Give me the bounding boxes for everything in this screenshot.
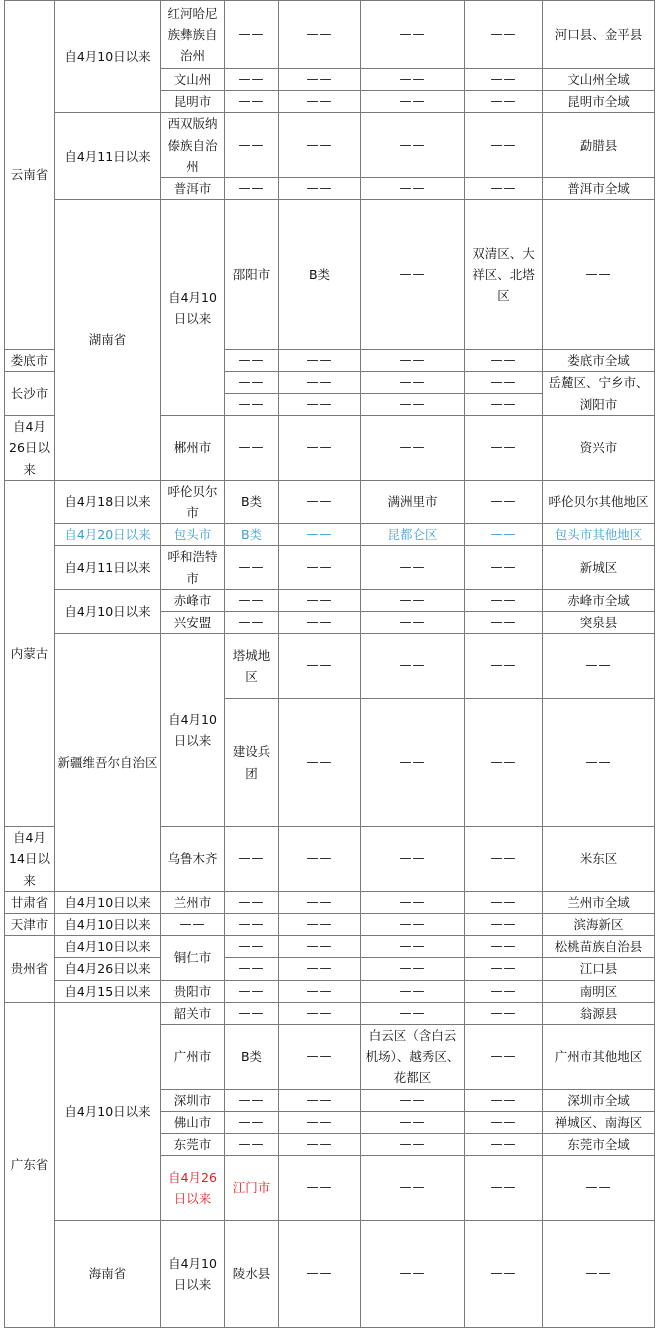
table-row xyxy=(5,480,655,523)
scope-cell: 娄底市全域 xyxy=(543,349,655,371)
area-cell: —— xyxy=(361,589,465,611)
risk-class-cell: —— xyxy=(225,69,279,91)
level-cell: —— xyxy=(361,634,465,699)
date-cell: 自4月26日以来 xyxy=(161,1156,225,1221)
city-cell: 娄底市 xyxy=(5,349,55,371)
level-cell: —— xyxy=(279,913,361,935)
risk-class-cell: B类 xyxy=(225,524,279,546)
risk-class-cell: —— xyxy=(225,349,279,371)
risk-class-cell: —— xyxy=(225,612,279,634)
date-cell: 自4月26日以来 xyxy=(55,958,161,980)
province-cell: 天津市 xyxy=(5,913,55,935)
city-cell: 铜仁市 xyxy=(161,936,225,980)
scope-cell: 昆明市全域 xyxy=(543,91,655,113)
risk-class-cell: —— xyxy=(225,958,279,980)
level-cell: —— xyxy=(361,1156,465,1221)
area-cell: —— xyxy=(361,371,465,393)
level-cell: —— xyxy=(279,1111,361,1133)
city-cell: 包头市 xyxy=(161,524,225,546)
date-cell: 自4月11日以来 xyxy=(55,546,161,589)
detail-cell: —— xyxy=(465,113,543,178)
risk-class-cell: —— xyxy=(225,546,279,589)
date-cell: 自4月26日以来 xyxy=(5,416,55,481)
date-cell: 自4月10日以来 xyxy=(161,634,225,827)
area-cell: 昆都仑区 xyxy=(361,524,465,546)
area-cell: —— xyxy=(361,546,465,589)
table-row xyxy=(5,589,655,611)
level-cell: —— xyxy=(361,200,465,349)
scope-cell: 资兴市 xyxy=(543,416,655,481)
city-cell: 昆明市 xyxy=(161,91,225,113)
level-cell: —— xyxy=(279,612,361,634)
risk-class-cell: —— xyxy=(225,913,279,935)
risk-class-cell: —— xyxy=(225,589,279,611)
city-cell: 塔城地区 xyxy=(225,634,279,699)
area-cell: —— xyxy=(465,698,543,826)
region-table xyxy=(4,0,655,1328)
detail-cell: —— xyxy=(465,178,543,200)
level-cell: —— xyxy=(279,113,361,178)
table-row xyxy=(5,200,655,300)
table-row xyxy=(5,913,655,935)
area-cell: —— xyxy=(361,913,465,935)
area-cell: 双清区、大祥区、北塔区 xyxy=(465,200,543,349)
date-cell: 自4月10日以来 xyxy=(161,200,225,416)
detail-cell: —— xyxy=(465,546,543,589)
city-cell: 邵阳市 xyxy=(225,200,279,349)
city-cell: 韶关市 xyxy=(161,1002,225,1024)
level-cell: —— xyxy=(279,1,361,69)
city-cell: 乌鲁木齐 xyxy=(161,827,225,892)
detail-cell: —— xyxy=(543,1220,655,1327)
level-cell: —— xyxy=(279,524,361,546)
area-cell: —— xyxy=(361,178,465,200)
risk-class-cell: —— xyxy=(279,1220,361,1327)
detail-cell: —— xyxy=(543,200,655,349)
risk-class-cell: —— xyxy=(225,827,279,892)
scope-cell: 江口县 xyxy=(543,958,655,980)
province-cell: 云南省 xyxy=(5,1,55,350)
scope-cell: 新城区 xyxy=(543,546,655,589)
scope-cell: 赤峰市全域 xyxy=(543,589,655,611)
date-cell: 自4月10日以来 xyxy=(55,936,161,958)
province-cell: 甘肃省 xyxy=(5,891,55,913)
city-cell: 兰州市 xyxy=(161,891,225,913)
table-row xyxy=(5,980,655,1002)
area-cell: 满洲里市 xyxy=(361,480,465,523)
table-row xyxy=(5,936,655,958)
detail-cell: —— xyxy=(465,349,543,371)
detail-cell: —— xyxy=(465,416,543,481)
risk-class-cell: —— xyxy=(225,394,279,416)
city-cell: 东莞市 xyxy=(161,1133,225,1155)
level-cell: —— xyxy=(279,980,361,1002)
level-cell: —— xyxy=(279,371,361,393)
table-row xyxy=(5,891,655,913)
detail-cell: —— xyxy=(465,1,543,69)
detail-cell: —— xyxy=(543,698,655,826)
scope-cell: 深圳市全域 xyxy=(543,1089,655,1111)
level-cell: —— xyxy=(279,1133,361,1155)
area-cell: —— xyxy=(361,936,465,958)
area-cell: —— xyxy=(361,113,465,178)
scope-cell: 滨海新区 xyxy=(543,913,655,935)
level-cell: —— xyxy=(279,349,361,371)
area-cell: —— xyxy=(361,980,465,1002)
level-cell: —— xyxy=(279,91,361,113)
province-cell: 广东省 xyxy=(5,1002,55,1327)
risk-class-cell: —— xyxy=(225,1,279,69)
level-cell: —— xyxy=(279,891,361,913)
scope-cell: 广州市其他地区 xyxy=(543,1024,655,1089)
area-cell: —— xyxy=(361,394,465,416)
level-cell: —— xyxy=(279,936,361,958)
date-cell: 自4月10日以来 xyxy=(55,589,161,633)
scope-cell: 勐腊县 xyxy=(543,113,655,178)
scope-cell: 突泉县 xyxy=(543,612,655,634)
area-cell: —— xyxy=(361,1002,465,1024)
date-cell: 自4月10日以来 xyxy=(161,1220,225,1327)
scope-cell: 翁源县 xyxy=(543,1002,655,1024)
risk-class-cell: —— xyxy=(225,178,279,200)
risk-class-cell: —— xyxy=(225,416,279,481)
level-cell: —— xyxy=(279,480,361,523)
city-cell: 深圳市 xyxy=(161,1089,225,1111)
city-cell: 红河哈尼族彝族自治州 xyxy=(161,1,225,69)
area-cell: —— xyxy=(361,416,465,481)
risk-class-cell: —— xyxy=(225,1111,279,1133)
risk-class-cell: —— xyxy=(225,1089,279,1111)
scope-cell: 东莞市全域 xyxy=(543,1133,655,1155)
city-cell: —— xyxy=(161,913,225,935)
level-cell: —— xyxy=(279,394,361,416)
detail-cell: —— xyxy=(465,1089,543,1111)
level-cell: —— xyxy=(361,1220,465,1327)
level-cell: —— xyxy=(279,1089,361,1111)
scope-cell: 南明区 xyxy=(543,980,655,1002)
scope-cell xyxy=(543,371,655,415)
detail-cell: —— xyxy=(465,612,543,634)
table-row xyxy=(5,524,655,546)
risk-class-cell: —— xyxy=(225,1002,279,1024)
detail-cell: —— xyxy=(465,91,543,113)
detail-cell: —— xyxy=(465,1024,543,1089)
risk-class-cell: —— xyxy=(225,1133,279,1155)
city-cell: 广州市 xyxy=(161,1024,225,1089)
risk-class-cell: —— xyxy=(279,1156,361,1221)
table-row xyxy=(5,1,655,69)
detail-cell: —— xyxy=(465,480,543,523)
city-cell: 佛山市 xyxy=(161,1111,225,1133)
detail-cell: —— xyxy=(465,1002,543,1024)
scope-cell: 文山州全域 xyxy=(543,69,655,91)
area-cell: —— xyxy=(361,91,465,113)
risk-class-cell: B类 xyxy=(279,200,361,349)
city-cell: 郴州市 xyxy=(161,416,225,481)
province-cell: 湖南省 xyxy=(55,200,161,481)
risk-class-cell: B类 xyxy=(225,480,279,523)
detail-cell: —— xyxy=(465,589,543,611)
scope-cell: 兰州市全域 xyxy=(543,891,655,913)
detail-cell: —— xyxy=(465,394,543,416)
city-cell: 文山州 xyxy=(161,69,225,91)
risk-class-cell: —— xyxy=(225,91,279,113)
date-cell: 自4月18日以来 xyxy=(55,480,161,523)
detail-cell: —— xyxy=(543,634,655,699)
area-cell: —— xyxy=(361,349,465,371)
city-cell: 贵阳市 xyxy=(161,980,225,1002)
area-cell: —— xyxy=(361,1089,465,1111)
area-cell: —— xyxy=(465,1220,543,1327)
area-cell: —— xyxy=(361,891,465,913)
area-cell: —— xyxy=(361,958,465,980)
scope-cell: 禅城区、南海区 xyxy=(543,1111,655,1133)
risk-class-cell: —— xyxy=(225,980,279,1002)
detail-cell: —— xyxy=(543,1156,655,1221)
table-row xyxy=(5,546,655,589)
province-cell: 内蒙古 xyxy=(5,480,55,826)
scope-cell: 呼伦贝尔其他地区 xyxy=(543,480,655,523)
date-cell: 自4月11日以来 xyxy=(55,113,161,200)
risk-class-cell: —— xyxy=(225,113,279,178)
detail-cell: —— xyxy=(465,958,543,980)
province-cell: 新疆维吾尔自治区 xyxy=(55,634,161,891)
city-cell: 长沙市 xyxy=(5,371,55,415)
level-cell: —— xyxy=(279,69,361,91)
city-cell: 普洱市 xyxy=(161,178,225,200)
detail-cell: —— xyxy=(465,827,543,892)
area-cell: —— xyxy=(361,1111,465,1133)
table-row xyxy=(5,634,655,699)
province-cell: 贵州省 xyxy=(5,936,55,1003)
detail-cell: —— xyxy=(465,1133,543,1155)
level-cell: —— xyxy=(279,546,361,589)
table-row xyxy=(5,1002,655,1024)
city-cell: 西双版纳傣族自治州 xyxy=(161,113,225,178)
area-cell: —— xyxy=(465,634,543,699)
detail-cell: —— xyxy=(465,524,543,546)
city-cell: 呼伦贝尔市 xyxy=(161,480,225,523)
date-cell: 自4月10日以来 xyxy=(55,1,161,113)
scope-cell: 松桃苗族自治县 xyxy=(543,936,655,958)
table-row xyxy=(5,113,655,178)
risk-class-cell: —— xyxy=(279,634,361,699)
level-cell: —— xyxy=(279,178,361,200)
scope-cell: 包头市其他地区 xyxy=(543,524,655,546)
scope-cell: 米东区 xyxy=(543,827,655,892)
city-cell: 呼和浩特市 xyxy=(161,546,225,589)
detail-cell: —— xyxy=(465,936,543,958)
date-cell: 自4月10日以来 xyxy=(55,891,161,913)
detail-cell: —— xyxy=(465,913,543,935)
level-cell: —— xyxy=(279,416,361,481)
level-cell: —— xyxy=(279,589,361,611)
date-cell: 自4月10日以来 xyxy=(55,1002,161,1220)
area-cell: —— xyxy=(361,612,465,634)
area-cell: —— xyxy=(361,69,465,91)
area-cell: —— xyxy=(361,827,465,892)
table-row xyxy=(5,958,655,980)
city-cell: 江门市 xyxy=(225,1156,279,1221)
detail-cell: —— xyxy=(465,980,543,1002)
area-cell: 白云区（含白云机场）、越秀区、花都区 xyxy=(361,1024,465,1089)
scope-cell: 河口县、金平县 xyxy=(543,1,655,69)
detail-cell: —— xyxy=(465,69,543,91)
level-cell: —— xyxy=(279,1024,361,1089)
risk-class-cell: —— xyxy=(225,371,279,393)
risk-class-cell: —— xyxy=(225,936,279,958)
city-cell: 建设兵团 xyxy=(225,698,279,826)
level-cell: —— xyxy=(279,958,361,980)
scope-line: 浏阳市 xyxy=(579,396,618,412)
city-cell: 赤峰市 xyxy=(161,589,225,611)
table-row xyxy=(5,1220,655,1327)
date-cell: 自4月20日以来 xyxy=(55,524,161,546)
area-cell: —— xyxy=(465,1156,543,1221)
detail-cell: —— xyxy=(465,1111,543,1133)
date-cell: 自4月14日以来 xyxy=(5,827,55,892)
province-cell: 海南省 xyxy=(55,1220,161,1327)
city-cell: 兴安盟 xyxy=(161,612,225,634)
level-cell: —— xyxy=(279,1002,361,1024)
risk-class-cell: B类 xyxy=(225,1024,279,1089)
risk-class-cell: —— xyxy=(279,698,361,826)
area-cell: —— xyxy=(361,1133,465,1155)
risk-class-cell: —— xyxy=(225,891,279,913)
detail-cell: —— xyxy=(465,371,543,393)
detail-cell: —— xyxy=(465,891,543,913)
scope-cell: 普洱市全域 xyxy=(543,178,655,200)
scope-line: 岳麓区、宁乡市、 xyxy=(548,375,649,391)
level-cell: —— xyxy=(361,698,465,826)
city-cell: 陵水县 xyxy=(225,1220,279,1327)
date-cell: 自4月15日以来 xyxy=(55,980,161,1002)
area-cell: —— xyxy=(361,1,465,69)
date-cell: 自4月10日以来 xyxy=(55,913,161,935)
level-cell: —— xyxy=(279,827,361,892)
